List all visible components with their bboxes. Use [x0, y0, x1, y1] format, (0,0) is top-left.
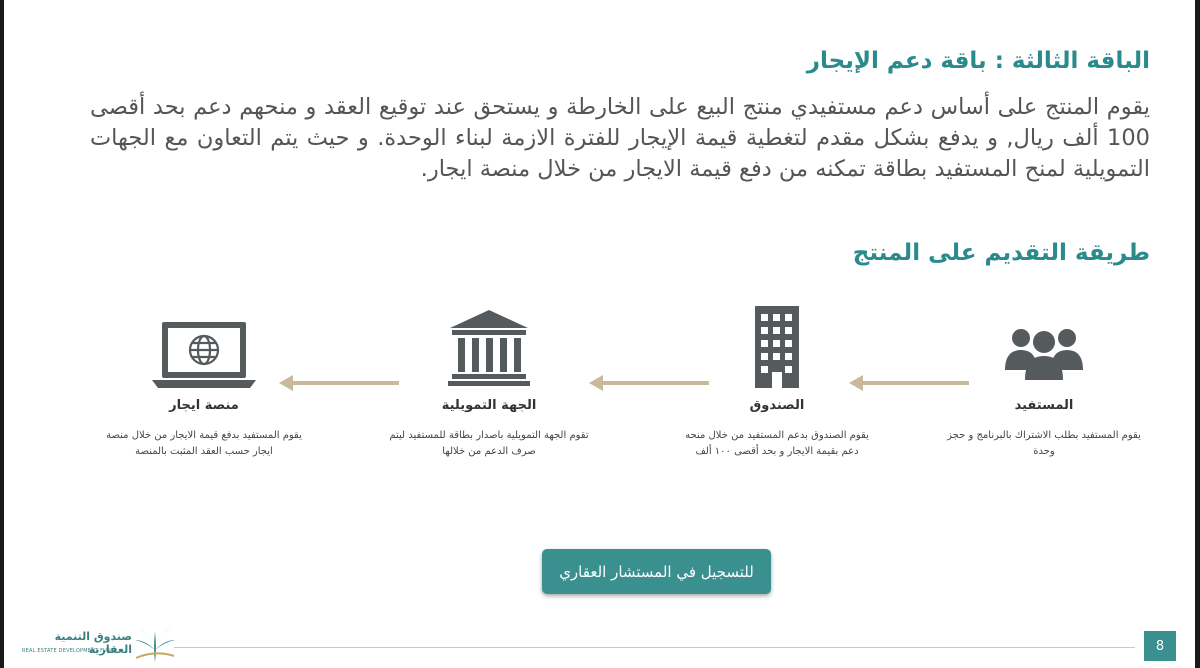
- fund-logo-icon: [132, 622, 178, 666]
- step-title: الجهة التمويلية: [441, 398, 537, 413]
- step-description: يقوم الصندوق بدعم المستفيد من خلال منحه دعم بقيمة الايجار و بحد أقصى ١٠٠ ألف: [685, 430, 869, 457]
- slide: [4, 0, 1195, 668]
- page-number: 8: [1144, 631, 1176, 661]
- logo-text-arabic: صندوق التنمية العقارية: [54, 630, 132, 656]
- arrow-left-icon: [589, 373, 711, 393]
- bank-icon: [379, 300, 599, 390]
- arrow-left-icon: [279, 373, 401, 393]
- step-title: المستفيد: [1014, 398, 1074, 413]
- slide-title: الباقة الثالثة : باقة دعم الإيجار: [806, 48, 1150, 74]
- step-title: منصة ايجار: [169, 398, 239, 413]
- logo-text-english: REAL ESTATE DEVELOPMENT FUND: [22, 648, 115, 654]
- footer-divider: [174, 647, 1135, 648]
- section-subtitle: طريقة التقديم على المنتج: [852, 240, 1150, 266]
- step-description: تقوم الجهة التمويلية باصدار بطاقة للمستفيد ليتم صرف الدعم من خلالها: [389, 430, 589, 457]
- step-description: يقوم المستفيد بطلب الاشتراك بالبرنامج و حجز وحدة: [947, 430, 1141, 457]
- description-paragraph: يقوم المنتج على أساس دعم مستفيدي منتج البيع على الخارطة و يستحق عند توقيع العقد و منحهم دعم بحد أقصى 100 ألف ريال, و يدفع بشكل مقدم لتغطية قيمة الإيجار للفترة الازمة لبناء الوحدة. و حيث يتم التعاون مع الجهات التمويلية لمنح المستفيد بطاقة تمكنه من دفع قيمة الايجار من خلال منصة ايجار.: [90, 94, 1150, 182]
- step-description: يقوم المستفيد بدفع قيمة الايجار من خلال منصة ايجار حسب العقد المثبت بالمنصة: [106, 430, 302, 457]
- step-title: الصندوق: [749, 398, 805, 413]
- arrow-left-icon: [849, 373, 971, 393]
- register-button[interactable]: للتسجيل في المستشار العقاري: [542, 549, 771, 594]
